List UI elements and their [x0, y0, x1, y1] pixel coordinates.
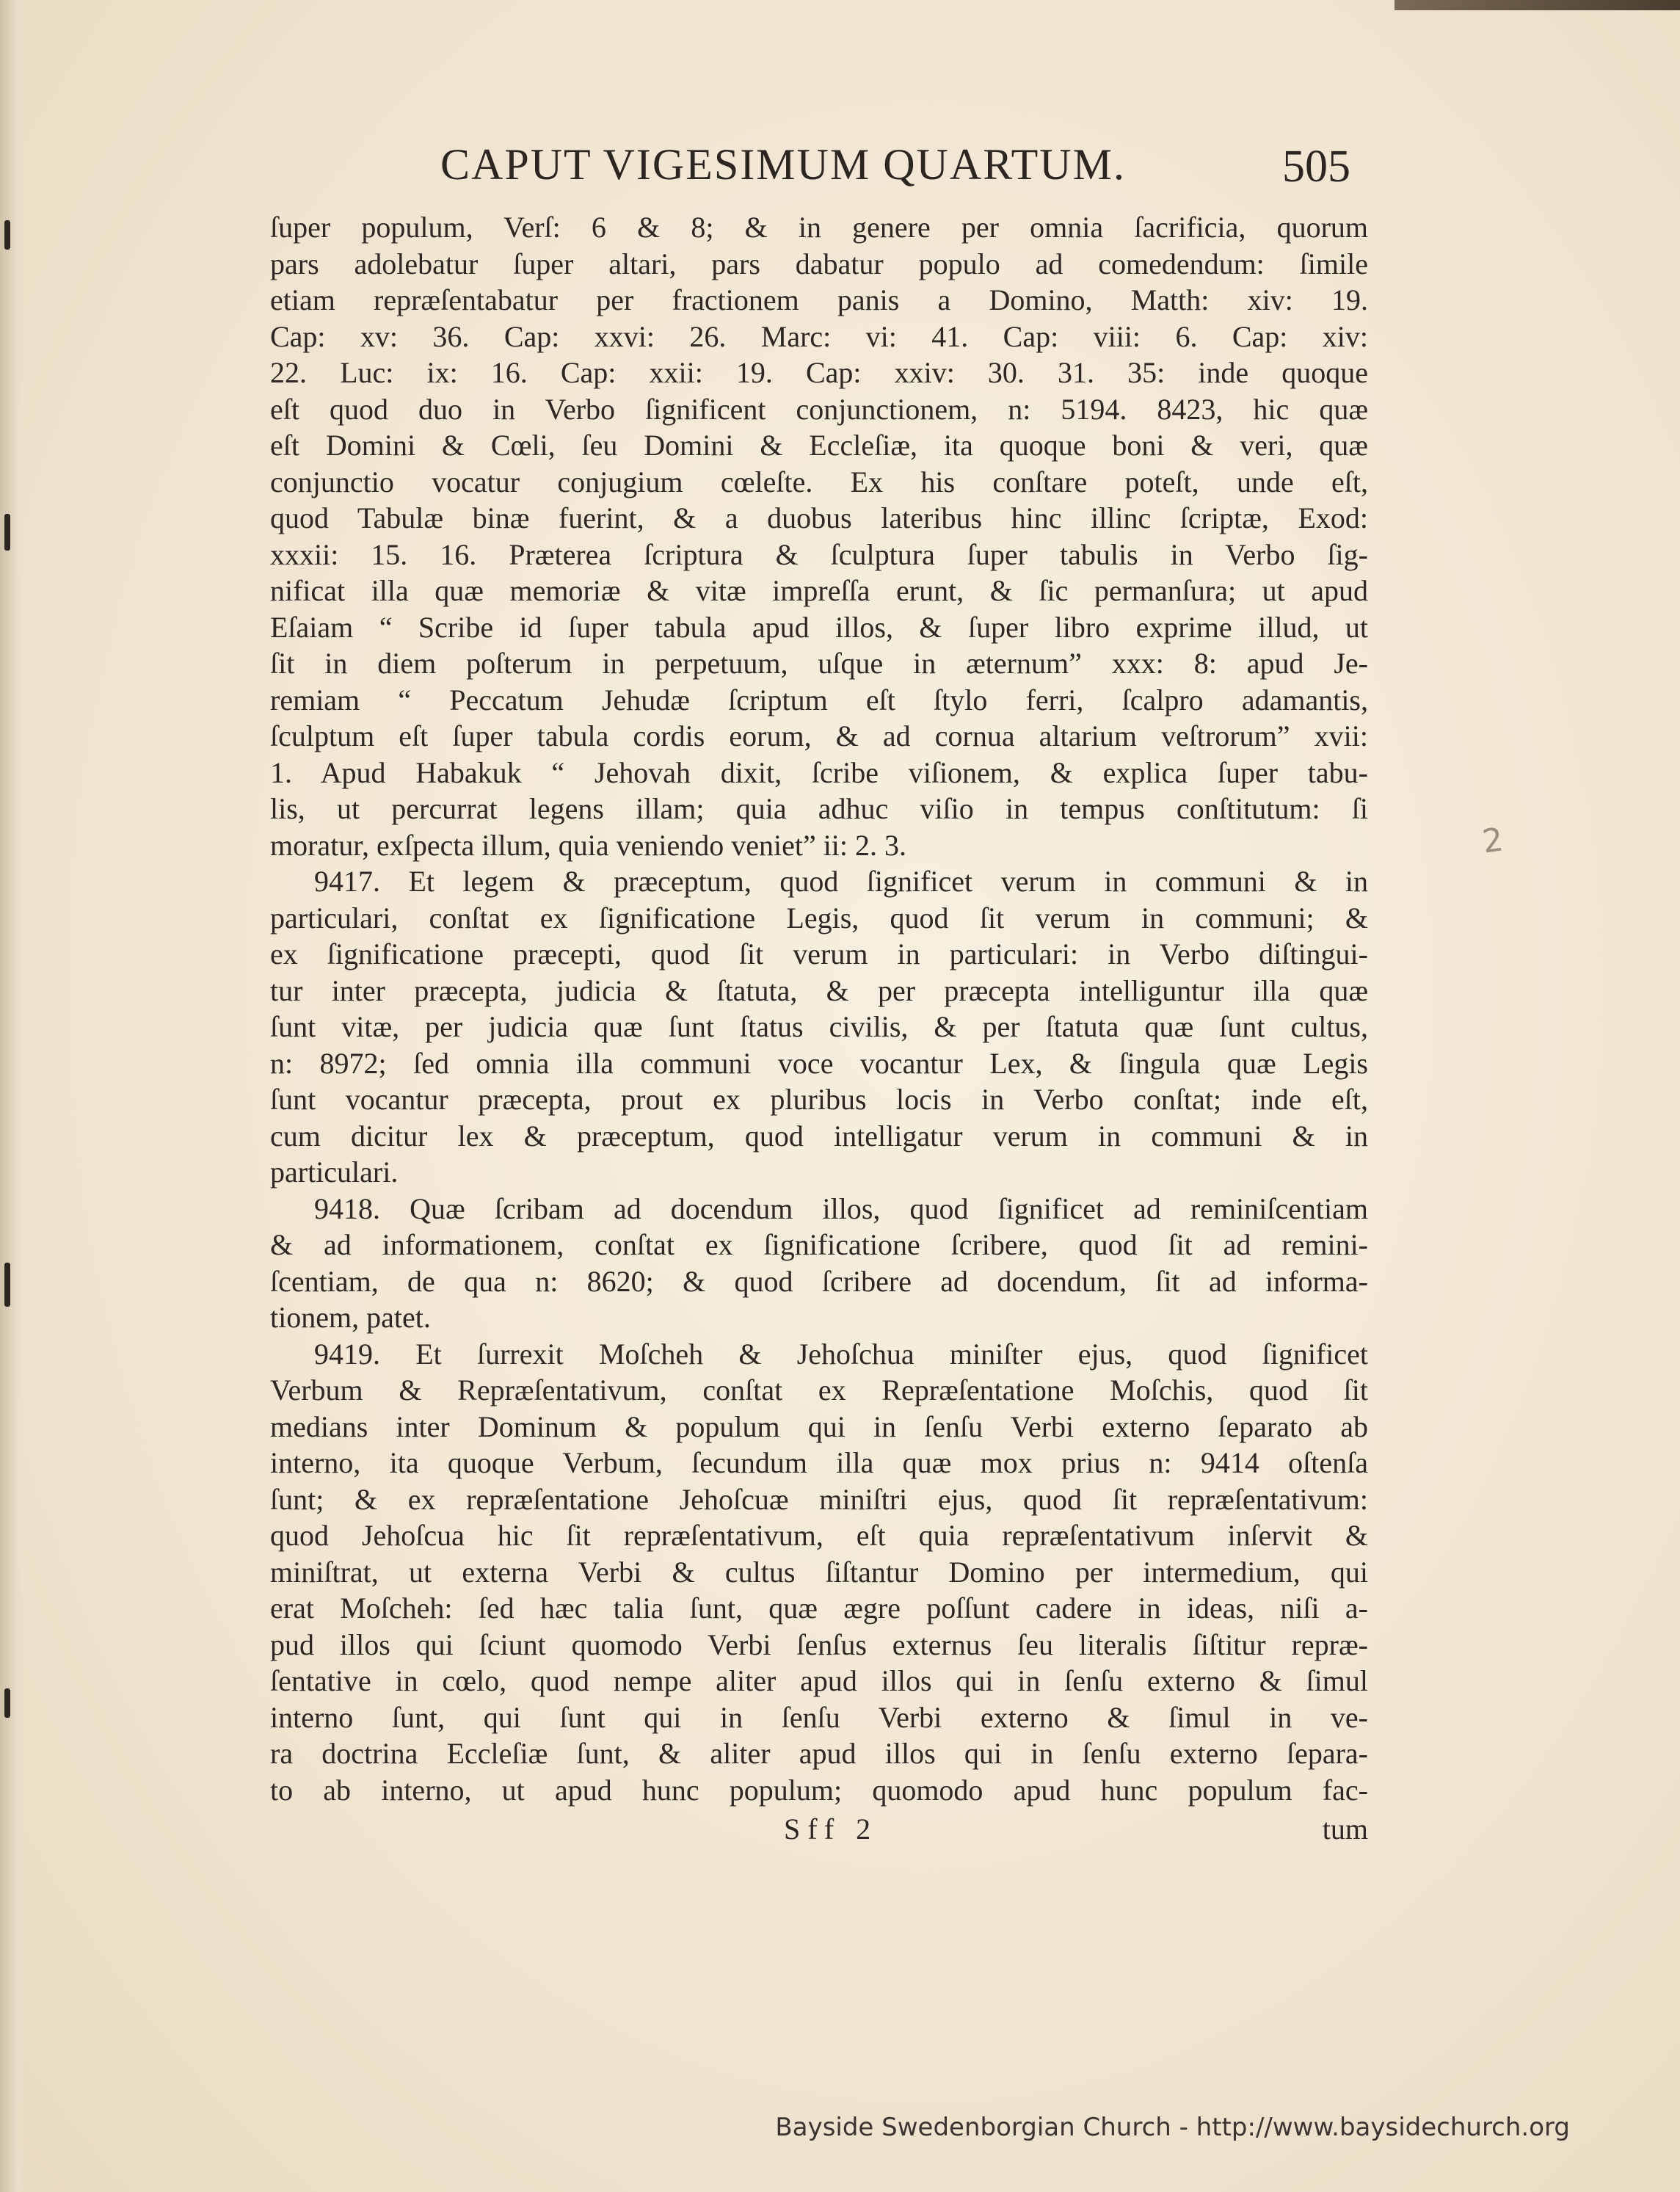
binding-mark — [4, 1688, 10, 1718]
text-line: ſunt vocantur præcepta, prout ex pluribus locis in Verbo conſtat; inde eſt, — [270, 1083, 1368, 1116]
page-footer — [270, 1812, 1368, 1848]
running-head — [440, 132, 1350, 206]
page-number: 505 — [1282, 142, 1350, 192]
text-line: pars adolebatur ſuper altari, pars dabatur populo ad comedendum: ſimile — [270, 247, 1368, 280]
text-line: ſit in diem poſterum in perpetuum, uſque in æternum” xxx: 8: apud Je- — [270, 647, 1368, 680]
text-line: interno, ita quoque Verbum, ſecundum illa quæ mox prius n: 9414 oſtenſa — [270, 1446, 1368, 1479]
text-line: ſunt vitæ, per judicia quæ ſunt ſtatus civilis, & per ſtatuta quæ ſunt cultus, — [270, 1010, 1368, 1043]
text-line: Cap: xv: 36. Cap: xxvi: 26. Marc: vi: 41. Cap: viii: 6. Cap: xiv: — [270, 319, 1368, 353]
text-line: ex ſignificatione præcepti, quod ſit verum in particulari: in Verbo diſtingui- — [270, 937, 1368, 970]
text-line: cum dicitur lex & præceptum, quod intelligatur verum in communi & in — [270, 1119, 1368, 1153]
text-line: conjunctio vocatur conjugium cœleſte. Ex his conſtare poteſt, unde eſt, — [270, 465, 1368, 498]
text-line: miniſtrat, ut externa Verbi & cultus ſiſtantur Domino per intermedium, qui — [270, 1555, 1368, 1589]
text-line: & ad informationem, conſtat ex ſignificatione ſcribere, quod ſit ad remini- — [270, 1228, 1368, 1261]
text-line: ſunt; & ex repræſentatione Jehoſcuæ miniſtri ejus, quod ſit repræſentativum: — [270, 1482, 1368, 1516]
text-line: Eſaiam “ Scribe id ſuper tabula apud illos, & ſuper libro exprime illud, ut — [270, 610, 1368, 644]
text-line: eſt Domini & Cœli, ſeu Domini & Eccleſiæ, ita quoque boni & veri, quæ — [270, 429, 1368, 462]
text-line: n: 8972; ſed omnia illa communi voce vocantur Lex, & ſingula quæ Legis — [270, 1046, 1368, 1080]
text-line: lis, ut percurrat legens illam; quia adhuc viſio in tempus conſtitutum: ſi — [270, 792, 1368, 825]
watermark-credit: Bayside Swedenborgian Church - http://www.baysidechurch.org — [775, 2113, 1570, 2142]
text-line: remiam “ Peccatum Jehudæ ſcriptum eſt ſtylo ferri, ſcalpro adamantis, — [270, 683, 1368, 716]
text-line: etiam repræſentabatur per fractionem panis a Domino, Matth: xiv: 19. — [270, 283, 1368, 316]
text-line: medians inter Dominum & populum qui in ſenſu Verbi externo ſeparato ab — [270, 1409, 1368, 1443]
binding-mark — [4, 1263, 10, 1307]
text-line: interno ſunt, qui ſunt qui in ſenſu Verbi externo & ſimul in ve- — [270, 1700, 1368, 1734]
text-line: 22. Luc: ix: 16. Cap: xxii: 19. Cap: xxiv: 30. 31. 35: inde quoque — [270, 356, 1368, 389]
chapter-title: CAPUT VIGESIMUM QUARTUM. — [440, 140, 1126, 189]
pencil-margin-note: 2 — [1480, 821, 1506, 861]
text-line: pud illos qui ſciunt quomodo Verbi ſenſus externus ſeu literalis ſiſtitur repræ- — [270, 1627, 1368, 1661]
text-line: xxxii: 15. 16. Præterea ſcriptura & ſculptura ſuper tabulis in Verbo ſig- — [270, 537, 1368, 571]
text-line: ſentative in cœlo, quod nempe aliter apud illos qui in ſenſu externo & ſimul — [270, 1664, 1368, 1697]
text-line: Verbum & Repræſentativum, conſtat ex Repræſentatione Moſchis, quod ſit — [270, 1373, 1368, 1407]
paragraph-9419-start: 9419. Et ſurrexit Moſcheh & Jehoſchua miniſter ejus, quod ſignificet — [314, 1337, 1368, 1371]
gutter-shadow — [0, 0, 25, 2192]
catchword: tum — [1322, 1812, 1368, 1846]
paragraph-9418-start: 9418. Quæ ſcribam ad docendum illos, quod ſignificet ad reminiſcentiam — [314, 1191, 1368, 1225]
text-line: erat Moſcheh: ſed hæc talia ſunt, quæ ægre poſſunt cadere in ideas, niſi a- — [270, 1592, 1368, 1625]
text-line: quod Tabulæ binæ fuerint, & a duobus lateribus hinc illinc ſcriptæ, Exod: — [270, 501, 1368, 534]
text-line: ſuper populum, Verſ: 6 & 8; & in genere per omnia ſacrificia, quorum — [270, 211, 1368, 244]
signature-mark: Sff 2 — [784, 1812, 879, 1846]
text-line: ſcentiam, de qua n: 8620; & quod ſcribere ad docendum, ſit ad informa- — [270, 1264, 1368, 1298]
binding-mark — [4, 514, 10, 551]
text-line: ſculptum eſt ſuper tabula cordis eorum, & ad cornua altarium veſtrorum” xvii: — [270, 719, 1368, 752]
text-line: nificat illa quæ memoriæ & vitæ impreſſa erunt, & ſic permanſura; ut apud — [270, 574, 1368, 607]
body-text — [270, 209, 1368, 1808]
book-edge — [1394, 0, 1680, 10]
text-line: to ab interno, ut apud hunc populum; quomodo apud hunc populum fac- — [270, 1773, 1368, 1807]
text-line: tionem, patet. — [270, 1301, 431, 1334]
text-line: 1. Apud Habakuk “ Jehovah dixit, ſcribe viſionem, & explica ſuper tabu- — [270, 755, 1368, 789]
text-line: particulari, conſtat ex ſignificatione Legis, quod ſit verum in communi; & — [270, 901, 1368, 934]
binding-mark — [4, 220, 10, 250]
text-line: moratur, exſpecta illum, quia veniendo veniet” ii: 2. 3. — [270, 828, 907, 862]
text-line: eſt quod duo in Verbo ſignificent conjunctionem, n: 5194. 8423, hic quæ — [270, 392, 1368, 426]
paragraph-9417-start: 9417. Et legem & præceptum, quod ſignificet verum in communi & in — [314, 865, 1368, 898]
text-line: tur inter præcepta, judicia & ſtatuta, & per præcepta intelliguntur illa quæ — [270, 973, 1368, 1007]
text-line: particulari. — [270, 1155, 399, 1188]
text-line: ra doctrina Eccleſiæ ſunt, & aliter apud illos qui in ſenſu externo ſepara- — [270, 1737, 1368, 1770]
text-line: quod Jehoſcua hic ſit repræſentativum, eſt quia repræſentativum inſervit & — [270, 1519, 1368, 1552]
